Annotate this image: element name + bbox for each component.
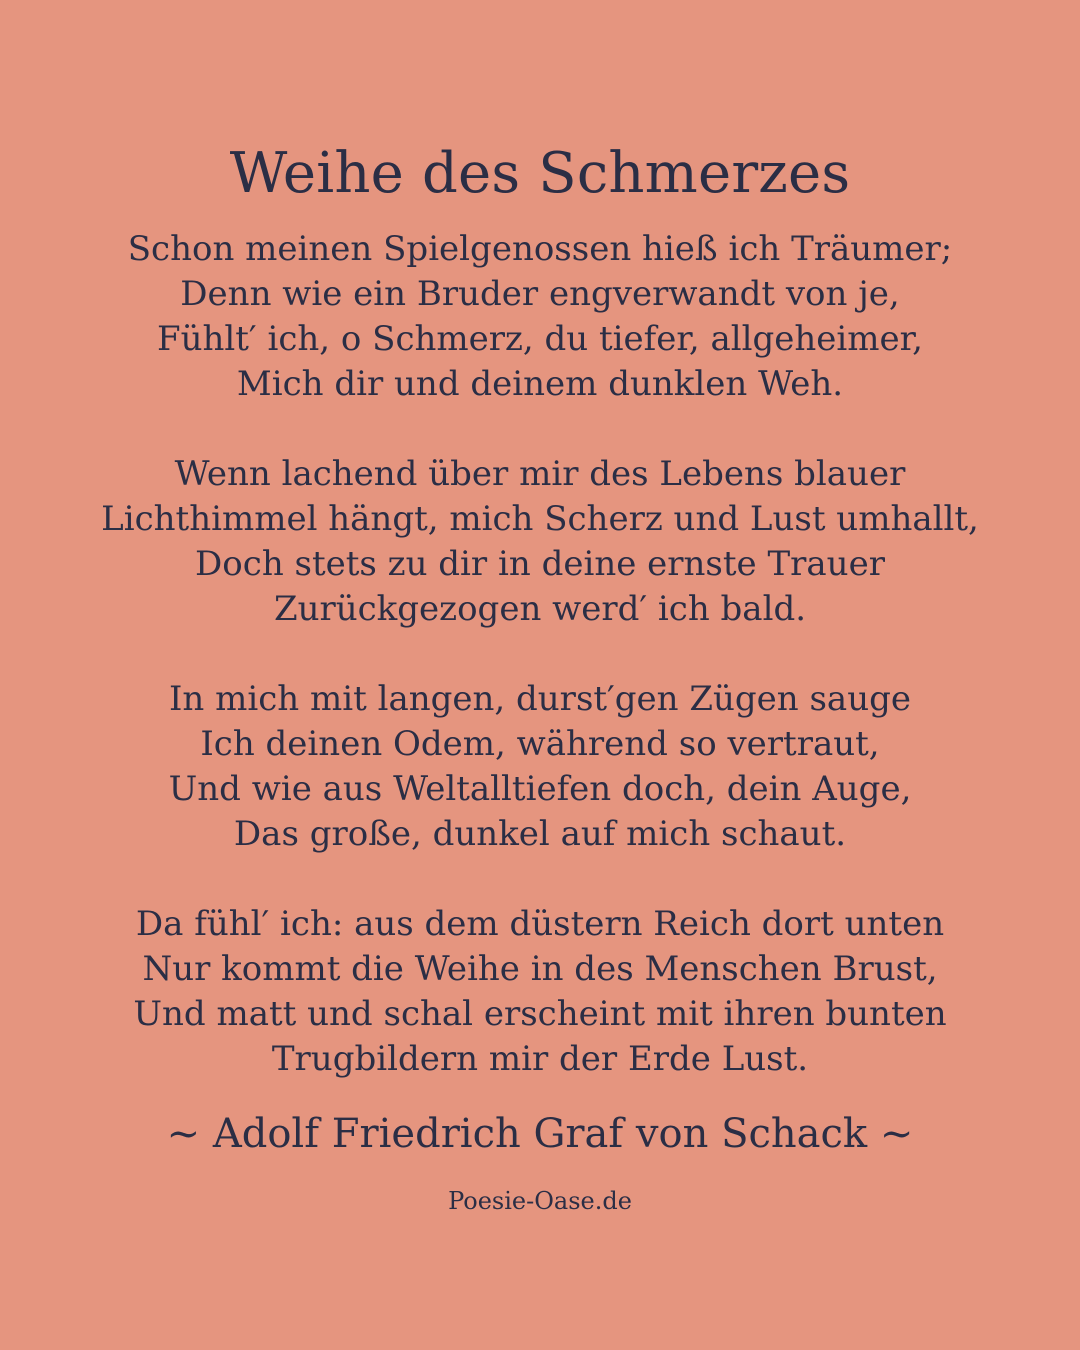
poem-line: In mich mit langen, durst′gen Zügen sauge [169, 679, 911, 719]
poem-line: Denn wie ein Bruder engverwandt von je, [180, 274, 900, 314]
stanza-3 [0, 677, 1080, 857]
website-credit: Poesie-Oase.de [448, 1187, 632, 1215]
poem-line: Wenn lachend über mir des Lebens blauer [174, 454, 906, 494]
poem-line: Mich dir und deinem dunklen Weh. [236, 364, 844, 404]
poem-line: Trugbildern mir der Erde Lust. [271, 1039, 809, 1079]
poem-line: Ich deinen Odem, während so vertraut, [200, 724, 880, 764]
poem-line: Doch stets zu dir in deine ernste Trauer [195, 544, 885, 584]
poem-line: Fühlt′ ich, o Schmerz, du tiefer, allgeheimer, [157, 319, 923, 359]
poem-line: Schon meinen Spielgenossen hieß ich Träumer; [127, 229, 953, 269]
poem-title: Weihe des Schmerzes [229, 141, 851, 206]
poem-line: Da fühl′ ich: aus dem düstern Reich dort unten [135, 904, 945, 944]
poem-line: Zurückgezogen werd′ ich bald. [273, 589, 807, 629]
stanza-4 [0, 902, 1080, 1082]
poem-author: ~ Adolf Friedrich Graf von Schack ~ [166, 1111, 914, 1157]
poem-line: Und wie aus Weltalltiefen doch, dein Auge, [168, 769, 912, 809]
poem-line: Nur kommt die Weihe in des Menschen Brust, [142, 949, 938, 989]
stanza-2 [0, 452, 1080, 632]
poem-line: Lichthimmel hängt, mich Scherz und Lust umhallt, [101, 499, 979, 539]
poem-line: Das große, dunkel auf mich schaut. [233, 814, 847, 854]
poem-body [0, 227, 1080, 1082]
stanza-1 [0, 227, 1080, 407]
poem-line: Und matt und schal erscheint mit ihren bunten [133, 994, 947, 1034]
